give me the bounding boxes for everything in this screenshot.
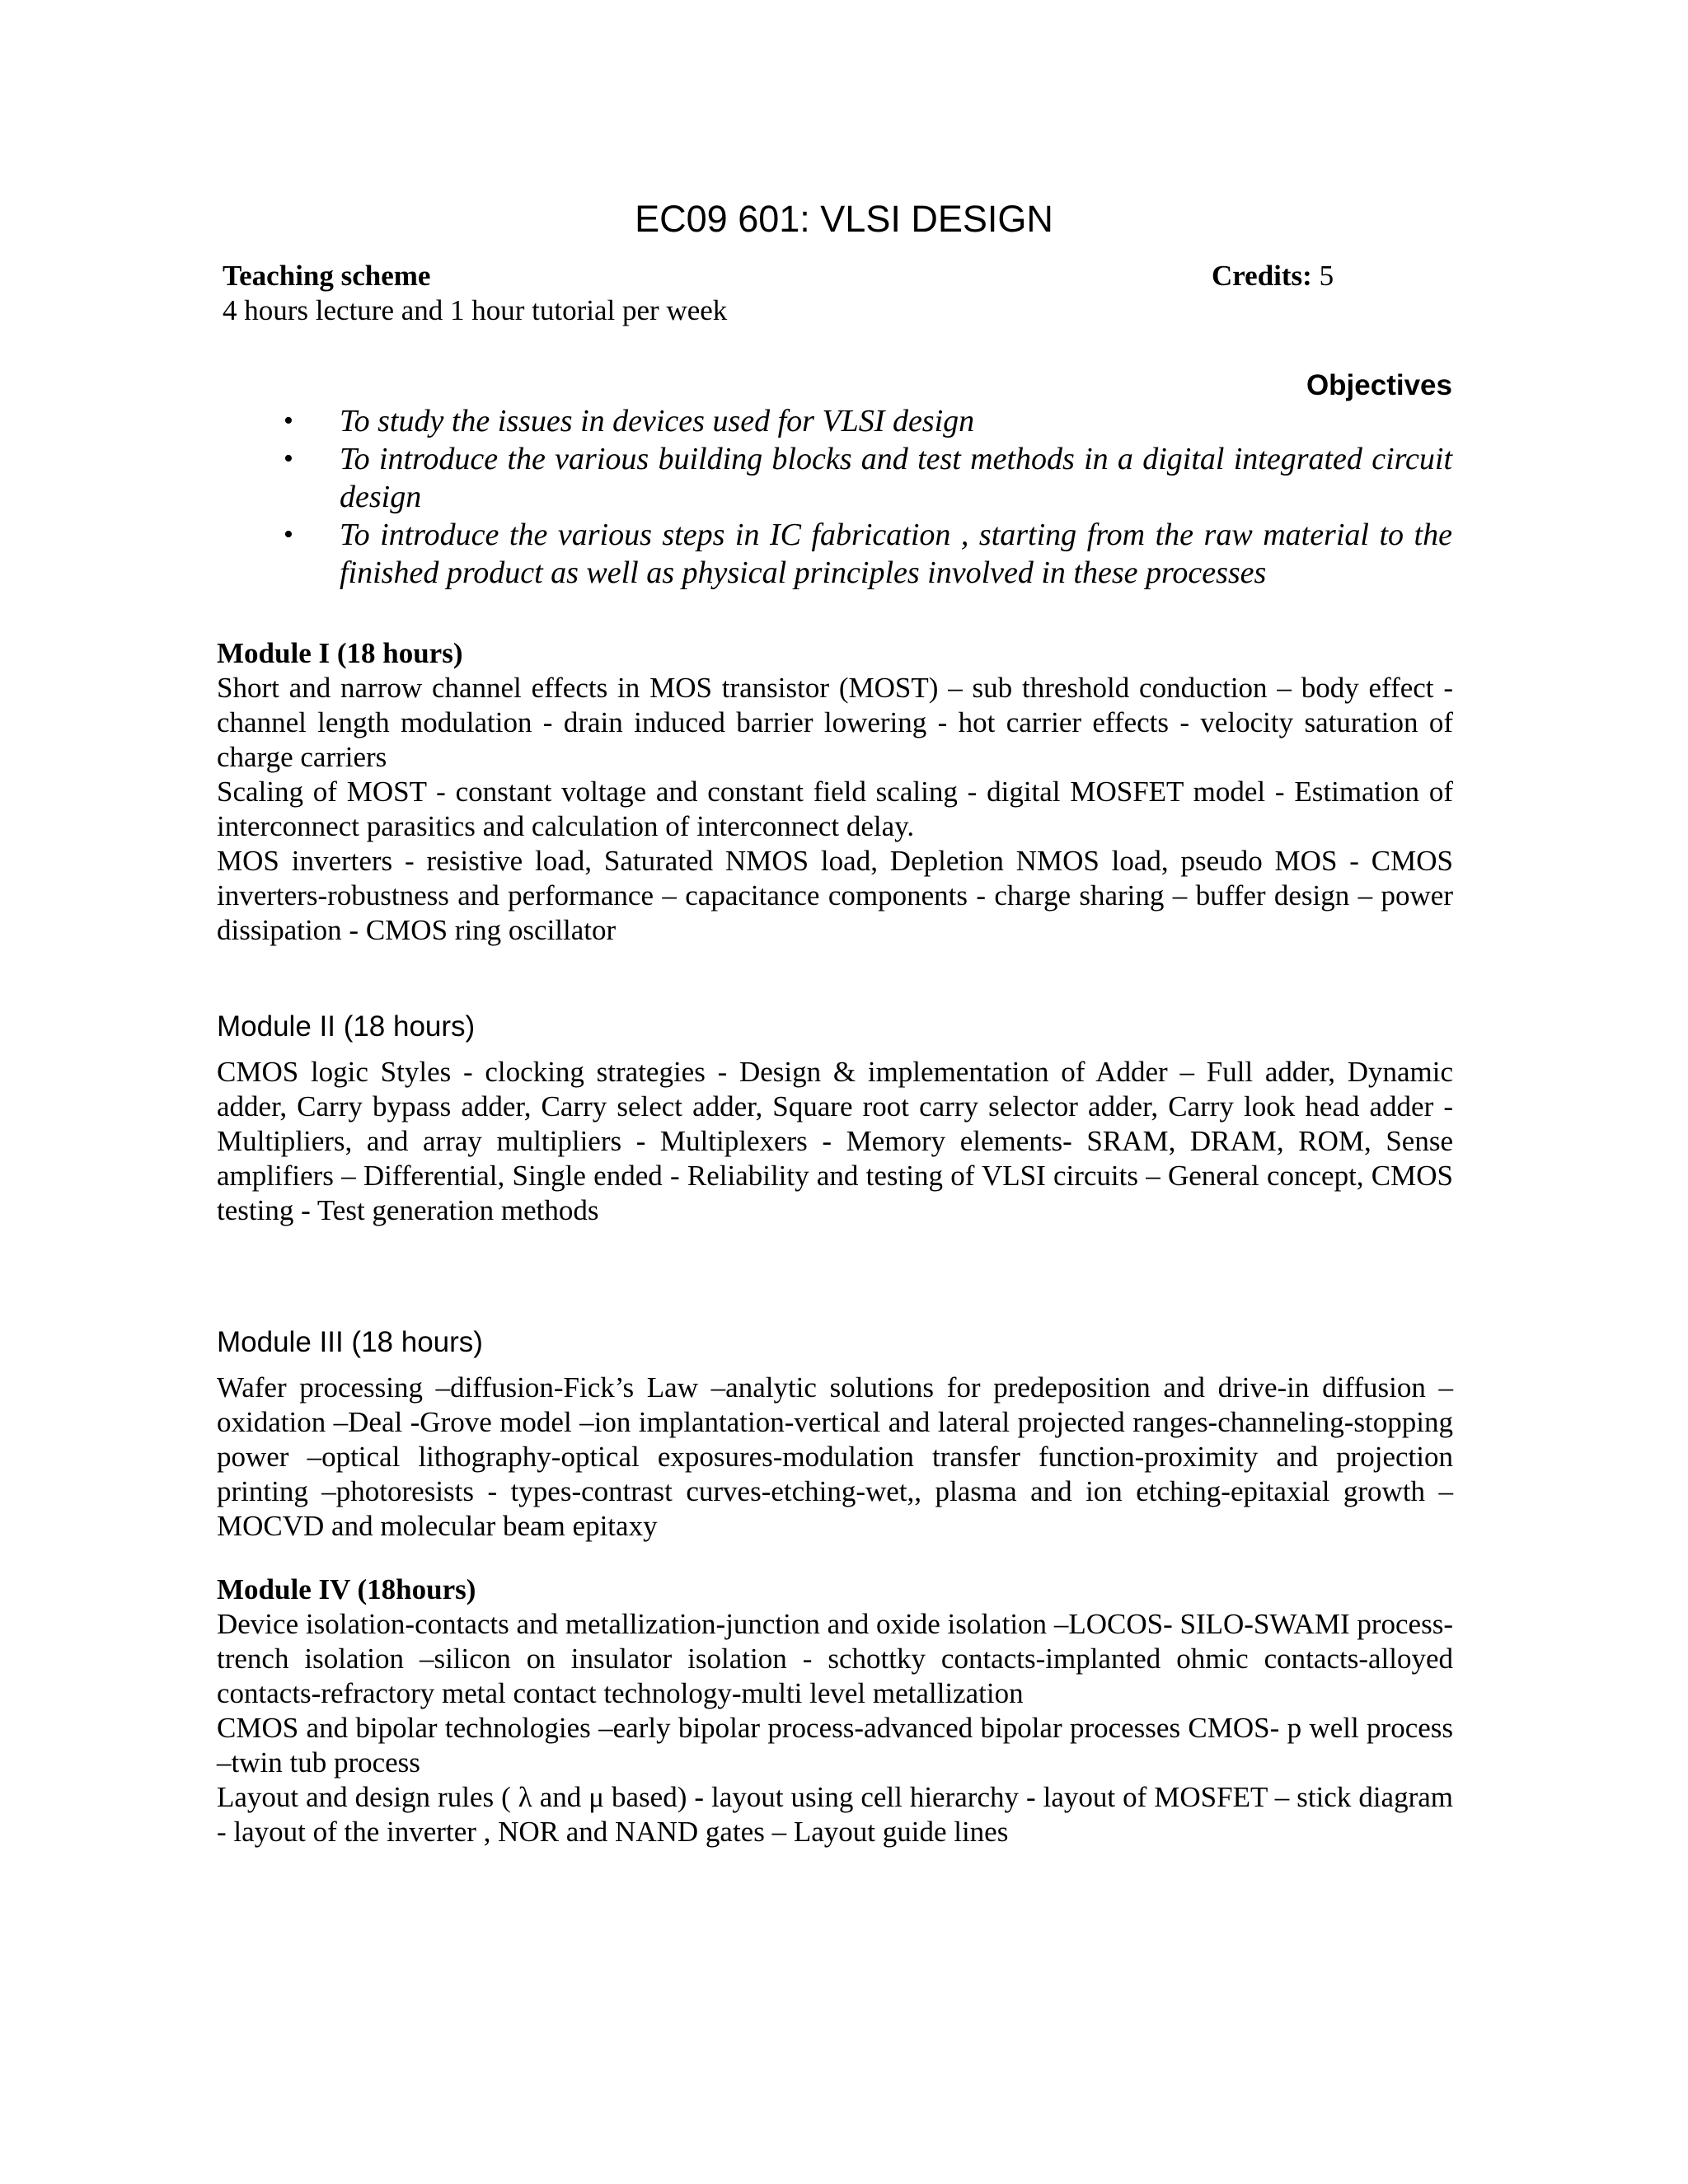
module-1-paragraph: Short and narrow channel effects in MOS transistor (MOST) – sub threshold conduction – body effect - channel length modulation - drain induced barrier lowering - hot carrier effects - velocity saturation of charge carriers (217, 672, 1453, 773)
objectives-list (340, 402, 1452, 592)
module-4-heading: Module IV (18hours) (217, 1573, 476, 1605)
module-3-paragraph: Wafer processing –diffusion-Fick’s Law –analytic solutions for predeposition and drive-in diffusion – oxidation –Deal -Grove model –ion implantation-vertical and lateral projected ranges-channeling-stopping power –optical lithography-optical exposures-modulation transfer function-proximity and projection printing –photoresists - types-contrast curves-etching-wet,, plasma and ion etching-epitaxial growth –MOCVD and molecular beam epitaxy (217, 1371, 1453, 1542)
module-4-paragraph: Layout and design rules ( λ and μ based) - layout using cell hierarchy - layout of MOSFET – stick diagram - layout of the inverter , NOR and NAND gates – Layout guide lines (217, 1781, 1453, 1848)
module-4-paragraph: CMOS and bipolar technologies –early bipolar process-advanced bipolar processes CMOS- p well process –twin tub process (217, 1712, 1453, 1779)
module-2-content (217, 1055, 1453, 1228)
objectives-heading: Objectives (1306, 369, 1452, 401)
module-4-content (217, 1607, 1453, 1849)
module-4-paragraph: Device isolation-contacts and metallization-junction and oxide isolation –LOCOS- SILO-SWAMI process-trench isolation –silicon on insulator isolation - schottky contacts-implanted ohmic contacts-alloyed contacts-refractory metal contact technology-multi level metallization (217, 1608, 1453, 1709)
objective-item: • To introduce the various steps in IC fabrication , starting from the raw material to the finished product as well as physical principles involved in these processes (340, 516, 1452, 592)
credits (1212, 258, 1334, 294)
credits-value: 5 (1319, 260, 1334, 292)
module-1-paragraph: Scaling of MOST - constant voltage and constant field scaling - digital MOSFET model - Estimation of interconnect parasitics and calculation of interconnect delay. (217, 776, 1453, 842)
module-1-heading: Module I (18 hours) (217, 637, 463, 669)
credits-label: Credits: (1212, 260, 1312, 292)
objective-item: • To introduce the various building blocks and test methods in a digital integrated circuit design (340, 440, 1452, 516)
page-title: EC09 601: VLSI DESIGN (635, 198, 1053, 240)
module-1-content (217, 671, 1453, 948)
module-2-paragraph: CMOS logic Styles - clocking strategies - Design & implementation of Adder – Full adder, Dynamic adder, Carry bypass adder, Carry select adder, Square root carry selector adder, Carry look head adder - Multipliers, and array multipliers - Multiplexers - Memory elements- SRAM, DRAM, ROM, Sense amplifiers – Differential, Single ended - Reliability and testing of VLSI circuits – General concept, CMOS testing - Test generation methods (217, 1056, 1453, 1226)
teaching-scheme-description: 4 hours lecture and 1 hour tutorial per week (223, 294, 728, 326)
module-2-heading: Module II (18 hours) (217, 1010, 476, 1043)
objective-item: • To study the issues in devices used for VLSI design (340, 402, 1452, 440)
module-3-content (217, 1371, 1453, 1544)
module-1-paragraph: MOS inverters - resistive load, Saturated NMOS load, Depletion NMOS load, pseudo MOS - CMOS inverters-robustness and performance – capacitance components - charge sharing – buffer design – power dissipation - CMOS ring oscillator (217, 845, 1453, 946)
module-3-heading: Module III (18 hours) (217, 1326, 483, 1358)
teaching-scheme-label: Teaching scheme (223, 260, 431, 292)
